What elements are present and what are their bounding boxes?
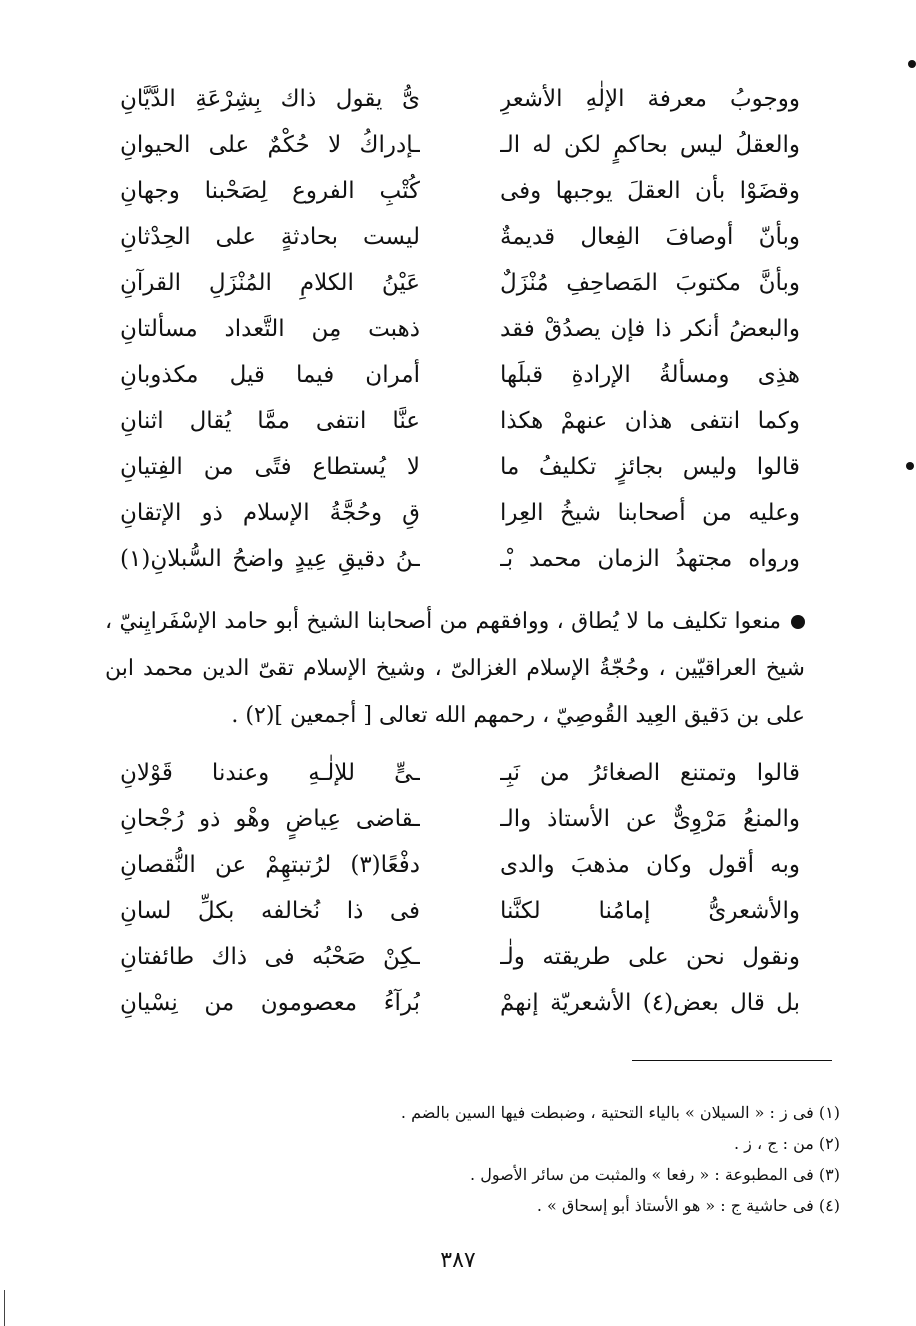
commentary-text: منعوا تكليف ما لا يُطاق ، ووافقهم من أصحابنا الشيخ أبو حامد الإسْفَرايِنيّ ، شيخ العراقيّين ، وحُجّةُ الإسلام الغزالىّ ، وشيخ الإسلام تقىّ الدين محمد ابن على بن دَقيق العِيد القُوصِيّ ، رحمهم الله تعالى [ أجمعين ](٢) . (105, 609, 805, 728)
footnote: (٤) فى حاشية ج : « هو الأستاذ أبو إسحاق » . (536, 1196, 840, 1215)
verse-second-hemistich: فى ذا نُخالفه بكلِّ لسانِ (120, 898, 420, 924)
verse-second-hemistich: كُتْبِ الفروع لِصَحْبنا وجهانِ (120, 178, 420, 204)
verse (120, 842, 800, 888)
footnote: (٣) فى المطبوعة : « رفعا » والمثبت من سائر الأصول . (470, 1165, 840, 1184)
verse (120, 750, 800, 796)
verse (120, 444, 800, 490)
verse-first-hemistich: والأشعرىُّ إمامُنا لكنَّنا (500, 898, 800, 924)
verse-first-hemistich: وكما انتفى هذان عنهمْ هكذا (500, 408, 800, 434)
verse-second-hemistich: قِ وحُجَّةُ الإسلام ذو الإتقانِ (120, 500, 420, 526)
verse-second-hemistich: ذهبت مِن التَّعداد مسألتانِ (120, 316, 420, 342)
verse (120, 260, 800, 306)
verse-second-hemistich: ـنُ دقيقِ عِيدٍ واضحُ السُّبلانِ(١) (120, 546, 420, 572)
verse-first-hemistich: قالوا وتمتنع الصغائرُ من نَبِـ (500, 760, 800, 786)
verse (120, 214, 800, 260)
verse (120, 796, 800, 842)
verse-first-hemistich: وبأنّ أوصافَ الفِعال قديمةٌ (500, 224, 800, 250)
verse-second-hemistich: ليست بحادثةٍ على الحِدْثانِ (120, 224, 420, 250)
poem-stanza-one (120, 76, 800, 582)
footnote-divider (632, 1060, 832, 1061)
verse-first-hemistich: والبعضُ أنكر ذا فإن يصدُقْ فقد (500, 316, 800, 342)
scan-edge-line (4, 1290, 5, 1326)
verse (120, 980, 800, 1026)
verse (120, 398, 800, 444)
verse (120, 168, 800, 214)
footnotes (300, 1097, 840, 1221)
verse-first-hemistich: ونقول نحن على طريقته ولٰـ (500, 944, 800, 970)
verse (120, 306, 800, 352)
verse-first-hemistich: والمنعُ مَرْوِىٌّ عن الأستاذ والـ (500, 806, 800, 832)
verse-first-hemistich: وعليه من أصحابنا شيخُ العِرا (500, 500, 800, 526)
verse-first-hemistich: ورواه مجتهدُ الزمان محمد بْـ (500, 546, 800, 572)
footnote: (١) فى ز : « السيلان » بالياء التحتية ، وضبطت فيها السين بالضم . (400, 1103, 840, 1122)
verse-second-hemistich: لا يُستطاع فتًى من الفِتيانِ (120, 454, 420, 480)
verse-second-hemistich: دفْعًا(٣) لرُتبتهِمْ عن النُّقصانِ (120, 852, 420, 878)
footnote: (٢) من : ج ، ز . (733, 1134, 840, 1153)
verse-first-hemistich: ووجوبُ معرفة الإلٰهِ الأشعرِ (500, 86, 800, 112)
verse (120, 490, 800, 536)
verse-first-hemistich: وبه أقول وكان مذهبَ والدى (500, 852, 800, 878)
verse-first-hemistich: بل قال بعض(٤) الأشعريّة إنهمْ (500, 990, 800, 1016)
page-number: ٣٨٧ (440, 1248, 476, 1273)
verse-second-hemistich: ـقاضى عِياضٍ وهْو ذو رُجْحانِ (120, 806, 420, 832)
commentary-paragraph (105, 598, 805, 739)
bullet-icon (791, 615, 805, 629)
verse (120, 76, 800, 122)
verse (120, 352, 800, 398)
verse-second-hemistich: ىُّ يقول ذاك بِشِرْعَةِ الدَّيَّانِ (120, 86, 420, 112)
middle-edge-mark (906, 462, 914, 470)
verse-second-hemistich: أمران فيما قيل مكذوبانِ (120, 362, 420, 388)
verse-second-hemistich: ـىٍّ للإلٰـهِ وعندنا قَوْلانِ (120, 760, 420, 786)
verse-first-hemistich: وبأنَّ مكتوبَ المَصاحِفِ مُنْزَلٌ (500, 270, 800, 296)
verse-second-hemistich: عنَّا انتفى ممَّا يُقال اثنانِ (120, 408, 420, 434)
verse-second-hemistich: بُرآءُ معصومون من نِسْيانِ (120, 990, 420, 1016)
verse (120, 536, 800, 582)
verse (120, 122, 800, 168)
verse (120, 934, 800, 980)
verse-second-hemistich: ـكِنْ صَحْبُه فى ذاك طائفتانِ (120, 944, 420, 970)
verse-first-hemistich: وقضَوْا بأن العقلَ يوجبها وفى (500, 178, 800, 204)
verse-second-hemistich: عَيْنُ الكلامِ المُنْزَلِ القرآنِ (120, 270, 420, 296)
verse-first-hemistich: قالوا وليس بجائزٍ تكليفُ ما (500, 454, 800, 480)
verse-first-hemistich: والعقلُ ليس بحاكمٍ لكن له الـ (500, 132, 800, 158)
verse-second-hemistich: ـإدراكُ لا حُكْمٌ على الحيوانِ (120, 132, 420, 158)
verse-first-hemistich: هذِى ومسألةُ الإرادةِ قبلَها (500, 362, 800, 388)
top-edge-mark (908, 60, 916, 68)
poem-stanza-two (120, 750, 800, 1026)
verse (120, 888, 800, 934)
